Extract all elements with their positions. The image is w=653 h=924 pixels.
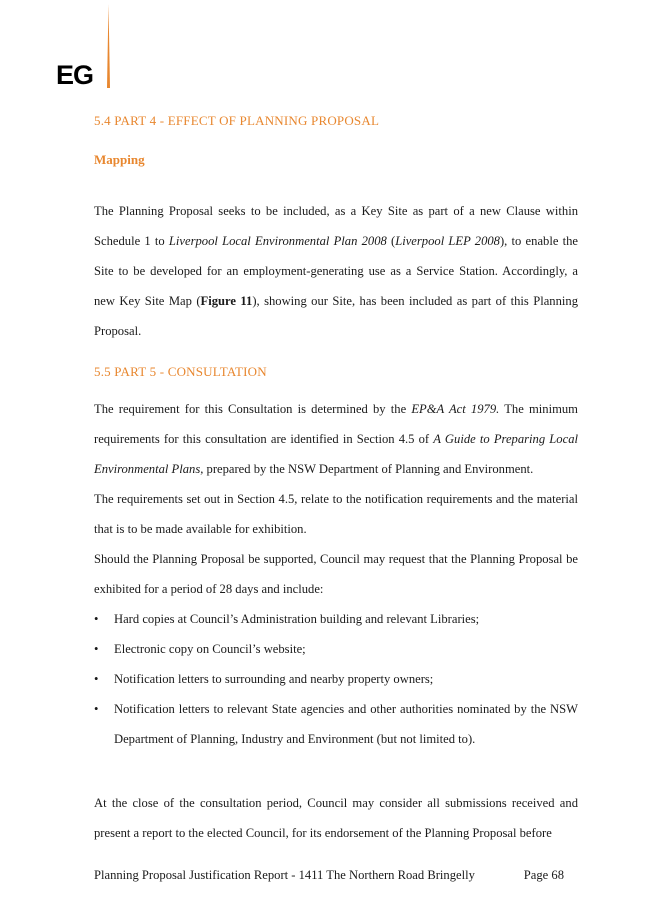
paragraph-mapping: The Planning Proposal seeks to be included, as a Key Site as part of a new Clause within Schedule 1 to Liverpool Local Environmental Plan 2008 (Liverpool LEP 2008), to enable the Site to be developed for an employment-generating use as a Service Station. Accordingly, a new Key Site Map (Figure 11), showing our Site, has been included as part of this Planning Proposal. xyxy=(94,204,579,338)
footer-title: Planning Proposal Justification Report - 1411 The Northern Road Bringelly xyxy=(94,868,475,882)
paragraph-consultation-requirement: The requirement for this Consultation is determined by the EP&A Act 1979. The minimum requirements for this consultation are identified in Section 4.5 of A Guide to Preparing Local Environmental Plans, prepared by the NSW Department of Planning and Environment. xyxy=(94,402,578,476)
paragraph-consultation-close: At the close of the consultation period, Council may consider all submissions received and present a report to the elected Council, for its endorsement of the Planning Proposal before xyxy=(94,796,578,840)
page-footer xyxy=(94,868,564,883)
list-item: • Notification letters to relevant State agencies and other authorities nominated by the NSW Department of Planning, Industry and Environment (but not limited to). xyxy=(94,694,578,754)
list-item: • Notification letters to surrounding and nearby property owners; xyxy=(94,664,578,694)
bullet-icon: • xyxy=(94,642,99,656)
paragraph-exhibition: Should the Planning Proposal be supported, Council may request that the Planning Proposal be exhibited for a period of 28 days and include: xyxy=(94,552,578,596)
list-item: • Hard copies at Council’s Administration building and relevant Libraries; xyxy=(94,604,578,634)
list-item: • Electronic copy on Council’s website; xyxy=(94,634,578,664)
logo-accent-bar xyxy=(107,4,110,88)
page-number: Page 68 xyxy=(523,868,564,882)
bullet-icon: • xyxy=(94,702,99,716)
bullet-icon: • xyxy=(94,672,99,686)
section-heading-part-5: 5.5 PART 5 - CONSULTATION xyxy=(94,364,267,379)
paragraph-notification-requirements: The requirements set out in Section 4.5, relate to the notification requirements and the material that is to be made available for exhibition. xyxy=(94,492,578,536)
section-heading-part-4: 5.4 PART 4 - EFFECT OF PLANNING PROPOSAL xyxy=(94,113,380,128)
bullet-icon: • xyxy=(94,612,99,626)
exhibition-bullet-list xyxy=(94,604,578,754)
logo-text: EG xyxy=(56,60,94,90)
subheading-mapping: Mapping xyxy=(94,152,145,167)
